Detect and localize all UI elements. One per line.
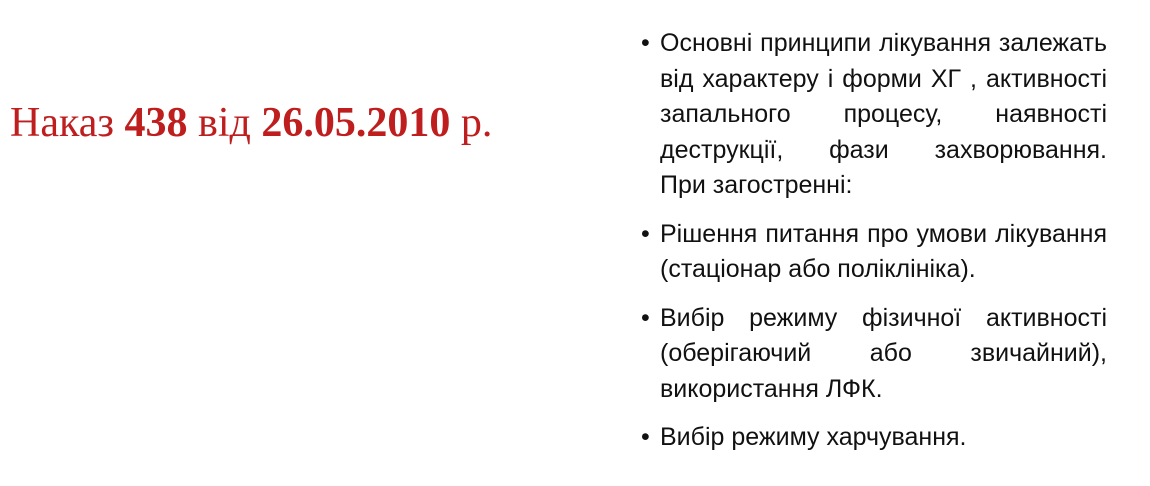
bullet-text: Вибір режиму харчування. (660, 423, 967, 451)
title-year-suffix: р. (450, 100, 493, 146)
bullet-text: Вибір режиму фізичної активності (оберігаючий або звичайний), використання ЛФК. (660, 303, 1107, 403)
title-word-order: Наказ (10, 100, 125, 146)
slide-title (10, 99, 492, 147)
bullet-text-continuation: При загостренні: (660, 171, 853, 199)
title-order-number: 438 (124, 100, 188, 146)
bullet-icon: • (641, 29, 650, 57)
bullet-item (636, 301, 1107, 408)
bullet-text: Рішення питання про умови лікування (стаціонар або поліклініка). (660, 219, 1107, 283)
bullet-item (636, 217, 1107, 288)
bullet-icon: • (641, 423, 650, 451)
bullet-text: Основні принципи лікування залежать від характеру і форми ХГ , активності запального процесу, наявності деструкції, фази захворювання. (660, 29, 1107, 164)
bullet-list (636, 26, 1107, 469)
title-date: 26.05.2010 (261, 100, 451, 146)
bullet-item (636, 26, 1107, 204)
title-word-from: від (187, 100, 262, 146)
bullet-item (636, 420, 1107, 456)
bullet-icon: • (641, 303, 650, 332)
bullet-icon: • (641, 219, 650, 248)
